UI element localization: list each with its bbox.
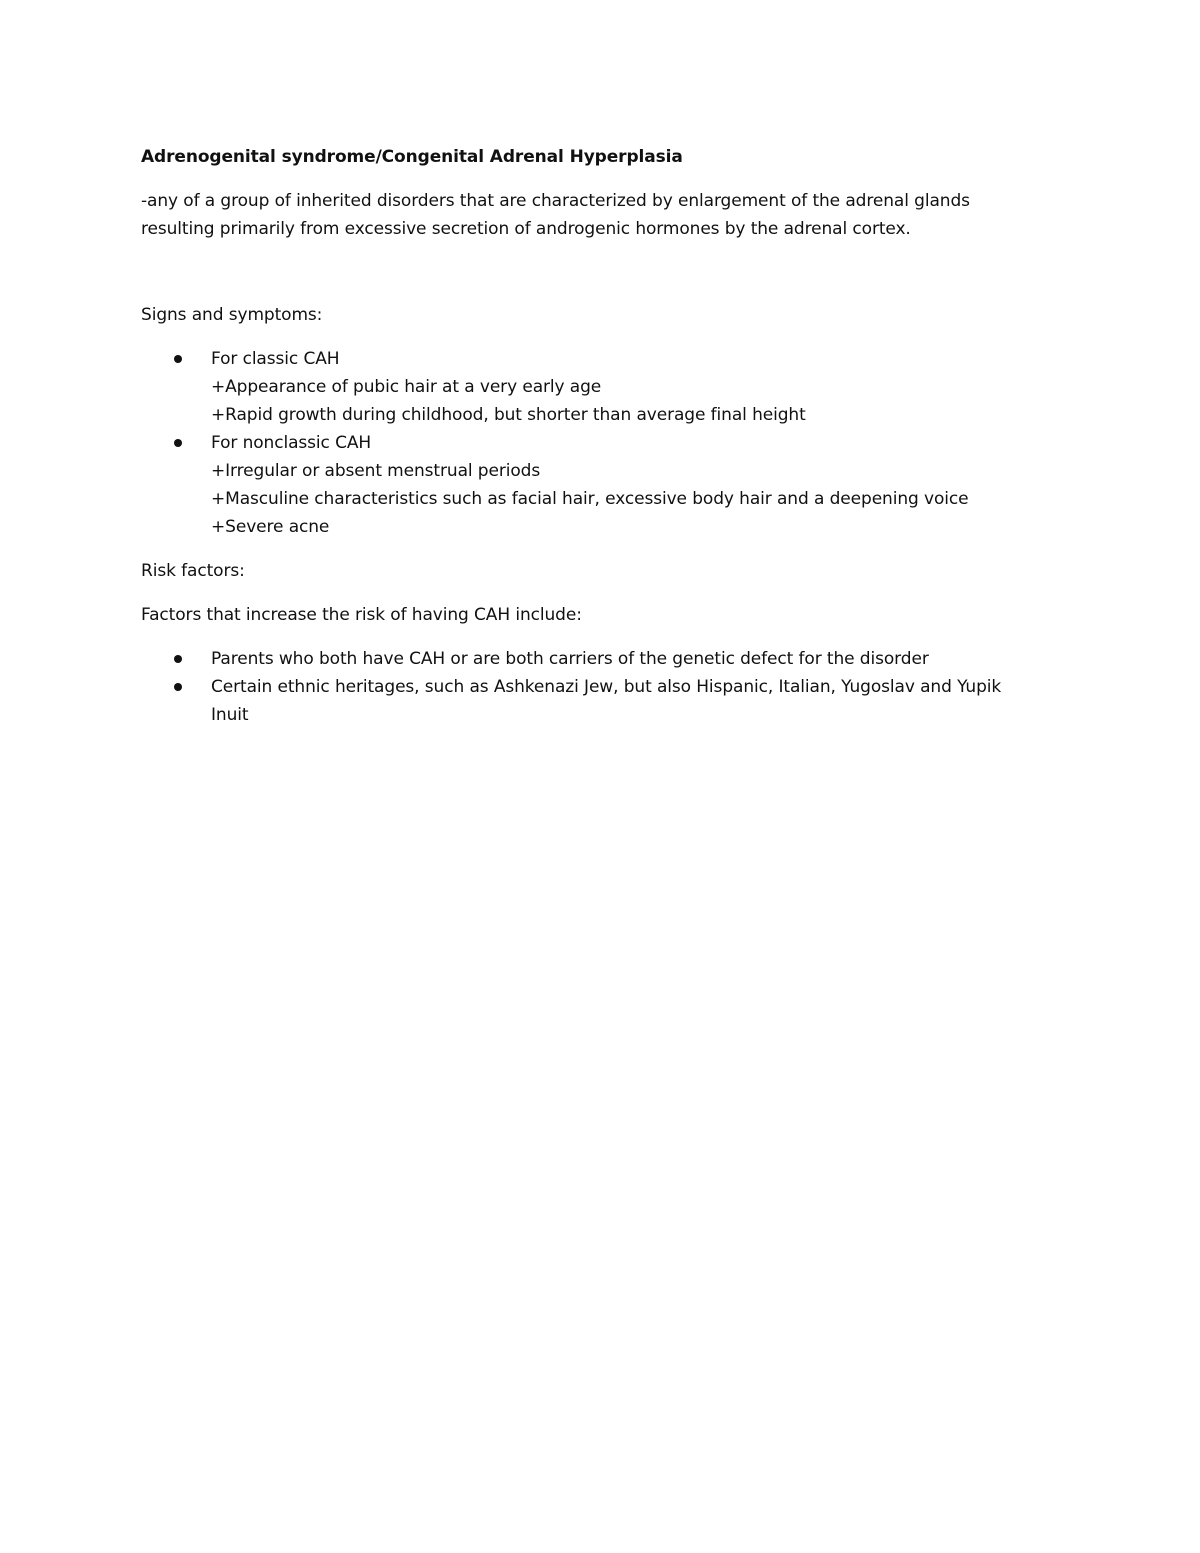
document-content bbox=[141, 143, 1041, 745]
list-item bbox=[141, 645, 1041, 673]
list-item-heading: For classic CAH bbox=[211, 349, 340, 369]
bullet-icon bbox=[174, 355, 182, 363]
intro-paragraph bbox=[141, 187, 1041, 243]
bullet-icon bbox=[174, 683, 182, 691]
document-title: Adrenogenital syndrome/Congenital Adrenal Hyperplasia bbox=[141, 147, 683, 167]
list-item-text: Parents who both have CAH or are both carriers of the genetic defect for the disorder bbox=[211, 649, 929, 669]
list-item-heading: For nonclassic CAH bbox=[211, 433, 372, 453]
intro-line: -any of a group of inherited disorders that are characterized by enlargement of the adrenal glands bbox=[141, 191, 970, 211]
list-item-point: +Irregular or absent menstrual periods bbox=[211, 461, 541, 481]
signs-heading: Signs and symptoms: bbox=[141, 305, 323, 325]
list-item bbox=[141, 345, 1041, 429]
risk-list bbox=[141, 645, 1041, 729]
risk-heading: Risk factors: bbox=[141, 561, 245, 581]
bullet-icon bbox=[174, 439, 182, 447]
list-item bbox=[141, 673, 1041, 729]
risk-intro: Factors that increase the risk of having CAH include: bbox=[141, 605, 582, 625]
signs-list bbox=[141, 345, 1041, 541]
list-item-point: +Masculine characteristics such as facial hair, excessive body hair and a deepening voice bbox=[211, 489, 969, 509]
bullet-icon bbox=[174, 655, 182, 663]
list-item-point: +Appearance of pubic hair at a very early age bbox=[211, 377, 602, 397]
list-item-point: +Severe acne bbox=[211, 517, 330, 537]
list-item-text: Inuit bbox=[211, 705, 249, 725]
list-item-text: Certain ethnic heritages, such as Ashkenazi Jew, but also Hispanic, Italian, Yugoslav and Yupik bbox=[211, 677, 1002, 697]
list-item bbox=[141, 429, 1041, 541]
intro-line: resulting primarily from excessive secretion of androgenic hormones by the adrenal cortex. bbox=[141, 219, 911, 239]
list-item-point: +Rapid growth during childhood, but shorter than average final height bbox=[211, 405, 806, 425]
